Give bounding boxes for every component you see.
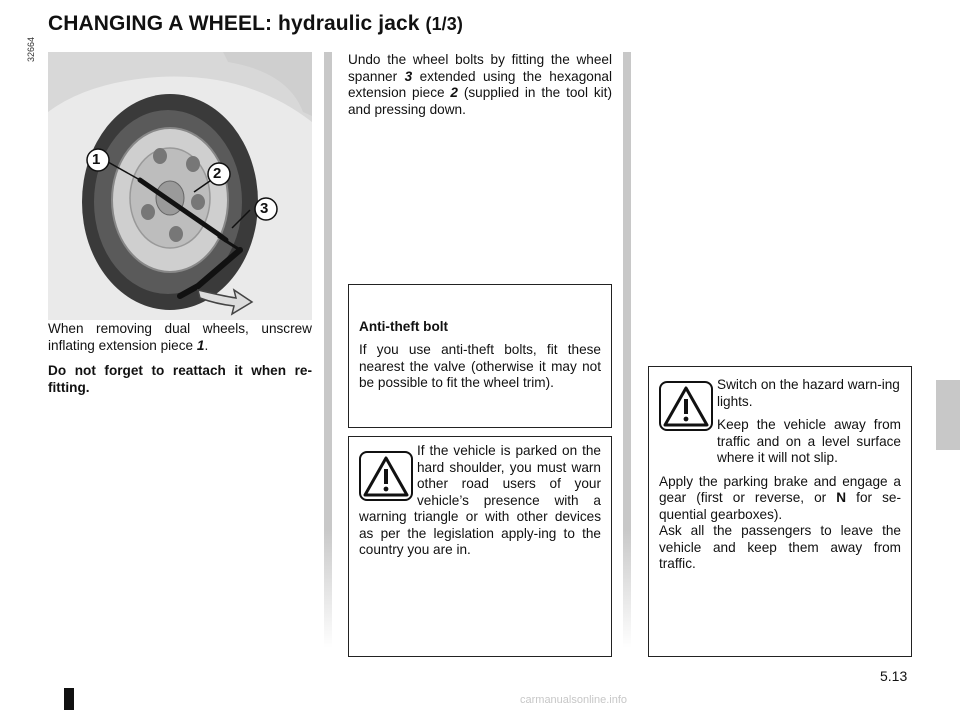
- wheel-spanner-illustration: [48, 52, 312, 320]
- undo-bolts-text-b: extended using the hexagonal extension piece: [348, 68, 612, 100]
- hard-shoulder-text: If the vehicle is parked on the hard shoulder, you must warn other road users of your vehicle’s presence with a warning triangle or with other devices as per the legislation apply-ing to the country you are in.: [359, 443, 601, 557]
- callout-3: 3: [260, 200, 269, 217]
- hard-shoulder-warning-box: [348, 436, 612, 657]
- dual-wheels-end: .: [204, 337, 209, 353]
- callout-2: 2: [213, 165, 222, 182]
- ref-extension-2: 2: [450, 85, 458, 100]
- neutral-gear-label: N: [836, 490, 847, 505]
- watermark: carmanualsonline.info: [520, 694, 628, 706]
- undo-bolts-text-c: (supplied in the tool kit) and pressing down.: [348, 85, 612, 117]
- anti-theft-text: If you use anti-theft bolts, fit these nearest the valve (otherwise it may not be possible to fit the wheel trim).: [359, 342, 601, 390]
- dual-wheels-note: [48, 321, 312, 354]
- ref-spanner-3: 3: [404, 68, 413, 84]
- corner-mark: [64, 688, 74, 710]
- callout-1: 1: [92, 151, 101, 168]
- column-divider-right: [623, 52, 631, 648]
- page-number: 5.13: [880, 668, 908, 684]
- undo-bolts-instruction: [348, 52, 612, 118]
- warning-triangle-icon: [659, 381, 713, 431]
- anti-theft-heading: Anti-theft bolt: [359, 319, 449, 334]
- warning-triangle-icon: [359, 451, 413, 501]
- page-title: [48, 12, 463, 36]
- parking-brake-text-b: for se-quential gearboxes).: [659, 490, 901, 522]
- figure-code: 32664: [26, 36, 36, 62]
- parking-brake-instruction: [659, 474, 901, 524]
- illustration-graphic: [48, 52, 312, 320]
- passengers-instruction: Ask all the passengers to leave the vehicle and keep them away from traffic.: [659, 523, 901, 571]
- column-divider-left: [324, 52, 332, 648]
- reattach-note: Do not forget to reattach it when re-fitting.: [48, 363, 312, 395]
- undo-bolts-text-a: Undo the wheel bolts by fitting the wheel spanner: [348, 52, 612, 84]
- section-tab: [936, 380, 960, 450]
- safety-warning-box: [648, 366, 912, 657]
- parking-brake-text-a: Apply the parking brake and engage a gear (first or reverse, or: [659, 473, 901, 505]
- hazard-lights-instruction: Switch on the hazard warn-ing lights.: [717, 377, 900, 409]
- ref-piece-1: 1: [196, 337, 205, 353]
- anti-theft-bolt-box: [348, 284, 612, 428]
- dual-wheels-text: When removing dual wheels, unscrew inflating extension piece: [48, 321, 312, 353]
- title-main: CHANGING A WHEEL: hydraulic jack: [48, 12, 420, 35]
- keep-away-instruction: Keep the vehicle away from traffic and on a level surface where it will not slip.: [717, 417, 901, 465]
- title-part: (1/3): [425, 14, 463, 34]
